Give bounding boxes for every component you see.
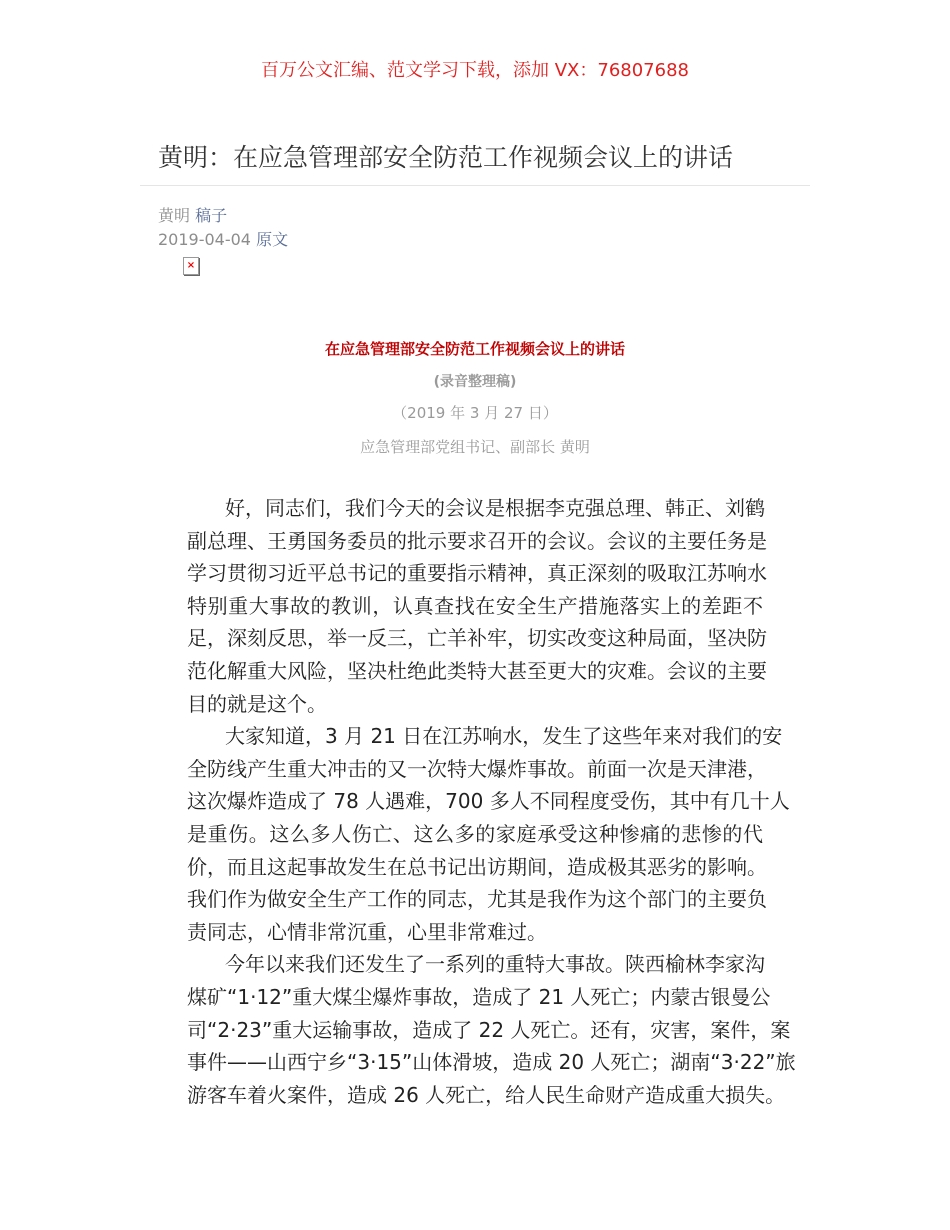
paragraph-line: 范化解重大风险，坚决杜绝此类特大甚至更大的灾难。会议的主要 xyxy=(187,658,767,683)
paragraph-line: 煤矿“1·12”重大煤尘爆炸事故，造成了 21 人死亡；内蒙古银曼公 xyxy=(187,984,771,1009)
paragraph-line: 足，深刻反思，举一反三，亡羊补牢，切实改变这种局面，坚决防 xyxy=(187,626,767,651)
paragraph xyxy=(187,720,790,948)
source-link[interactable]: 稿子 xyxy=(195,206,228,225)
broken-image-icon: × xyxy=(183,257,199,275)
publish-date: 2019-04-04 xyxy=(158,230,251,249)
date-line xyxy=(158,227,288,250)
paragraph-line: 游客车着火案件，造成 26 人死亡，给人民生命财产造成重大损失。 xyxy=(187,1082,786,1107)
paragraph-line: 价，而且这起事故发生在总书记出访期间，造成极其恶劣的影响。 xyxy=(187,854,767,879)
paragraph-line: 这次爆炸造成了 78 人遇难，700 多人不同程度受伤，其中有几十人 xyxy=(187,789,790,814)
paragraph-line: 特别重大事故的教训，认真查找在安全生产措施落实上的差距不 xyxy=(187,593,763,618)
article-heading: 在应急管理部安全防范工作视频会议上的讲话 xyxy=(324,340,625,358)
paragraph-line: 司“2·23”重大运输事故，造成了 22 人死亡。还有，灾害，案件，案 xyxy=(187,1017,791,1042)
paragraph-line: 目的就是这个。 xyxy=(187,691,327,716)
paragraph-line: 今年以来我们还发生了一系列的重特大事故。陕西榆林李家沟 xyxy=(225,952,765,977)
article-date: （2019 年 3 月 27 日） xyxy=(392,404,558,422)
article-body xyxy=(187,492,796,1111)
paragraph xyxy=(187,948,796,1111)
article-subheading: (录音整理稿) xyxy=(433,374,517,390)
paragraph-line: 事件——山西宁乡“3·15”山体滑坡，造成 20 人死亡；湖南“3·22”旅 xyxy=(187,1050,796,1075)
paragraph-line: 大家知道，3 月 21 日在江苏响水，发生了这些年来对我们的安 xyxy=(225,724,783,749)
paragraph-line: 全防线产生重大冲击的又一次特大爆炸事故。前面一次是天津港， xyxy=(187,756,767,781)
paragraph-line: 学习贯彻习近平总书记的重要指示精神，真正深刻的吸取江苏响水 xyxy=(187,561,767,586)
page-title: 黄明：在应急管理部安全防范工作视频会议上的讲话 xyxy=(158,143,734,172)
original-link[interactable]: 原文 xyxy=(256,230,289,249)
paragraph-line: 副总理、王勇国务委员的批示要求召开的会议。会议的主要任务是 xyxy=(187,528,767,553)
article-speaker: 应急管理部党组书记、副部长 黄明 xyxy=(360,438,590,456)
paragraph-line: 责同志，心情非常沉重，心里非常难过。 xyxy=(187,919,547,944)
paragraph xyxy=(187,492,767,720)
author-line xyxy=(158,203,227,226)
paragraph-line: 我们作为做安全生产工作的同志，尤其是我作为这个部门的主要负 xyxy=(187,887,767,912)
author-name: 黄明 xyxy=(158,206,191,225)
title-divider xyxy=(140,185,810,186)
paragraph-line: 好，同志们，我们今天的会议是根据李克强总理、韩正、刘鹤 xyxy=(225,496,765,520)
paragraph-line: 是重伤。这么多人伤亡、这么多的家庭承受这种惨痛的悲惨的代 xyxy=(187,821,763,846)
promo-banner: 百万公文汇编、范文学习下载，添加 VX：76807688 xyxy=(261,60,689,81)
